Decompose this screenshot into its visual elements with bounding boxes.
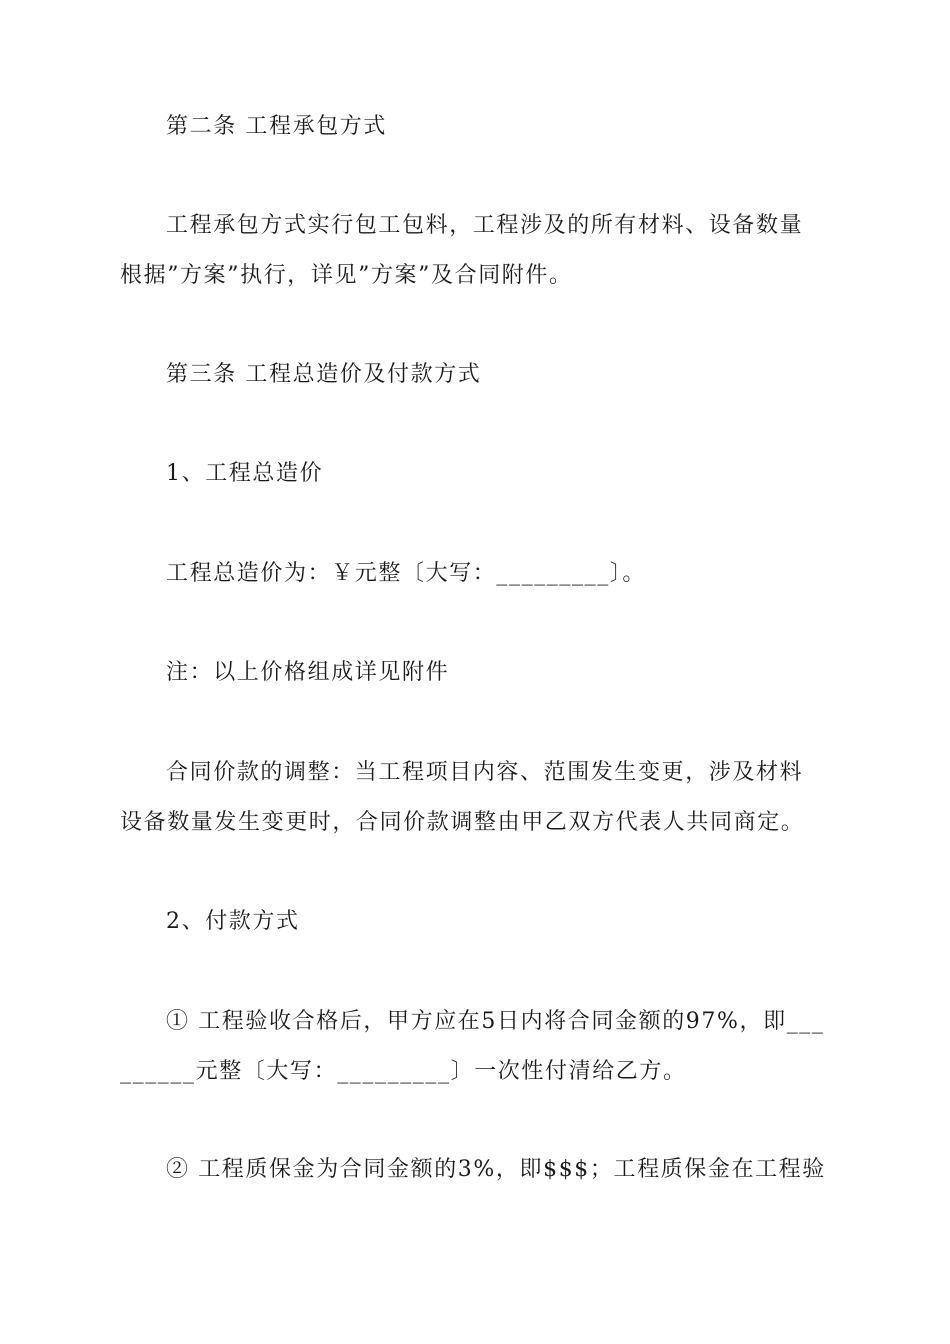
text-line: ② 工程质保金为合同金额的3%，即$$$；工程质保金在工程验 [166,1157,826,1182]
text-line: ______元整〔大写：_________〕一次性付清给乙方。 [120,1059,687,1084]
section-2-heading [120,897,832,947]
article-3-heading [120,350,832,400]
payment-item-1 [120,997,832,1097]
total-price-line [120,549,832,599]
payment-item-2 [120,1145,832,1195]
text-line: 工程承包方式实行包工包料，工程涉及的所有材料、设备数量 [166,213,804,238]
text-line: 工程总造价为：￥元整〔大写：_________〕。 [166,561,647,586]
text-line: 2、付款方式 [166,909,300,934]
text-line: 合同价款的调整：当工程项目内容、范围发生变更，涉及材料 [166,760,804,785]
text-line: 注：以上价格组成详见附件 [166,660,450,685]
price-adjustment-paragraph [120,748,832,848]
text-line: ① 工程验收合格后，甲方应在5日内将合同金额的97%，即___ [166,1009,825,1034]
text-line: 根据”方案”执行，详见”方案”及合同附件。 [120,263,573,288]
text-line: 第三条 工程总造价及付款方式 [166,362,482,387]
text-line: 1、工程总造价 [166,461,324,486]
article-2-body [120,201,832,301]
section-1-heading [120,449,832,499]
text-line: 第二条 工程承包方式 [166,114,387,139]
text-line: 设备数量发生变更时，合同价款调整由甲乙双方代表人共同商定。 [120,810,805,835]
price-note [120,648,832,698]
article-2-heading [120,102,832,152]
